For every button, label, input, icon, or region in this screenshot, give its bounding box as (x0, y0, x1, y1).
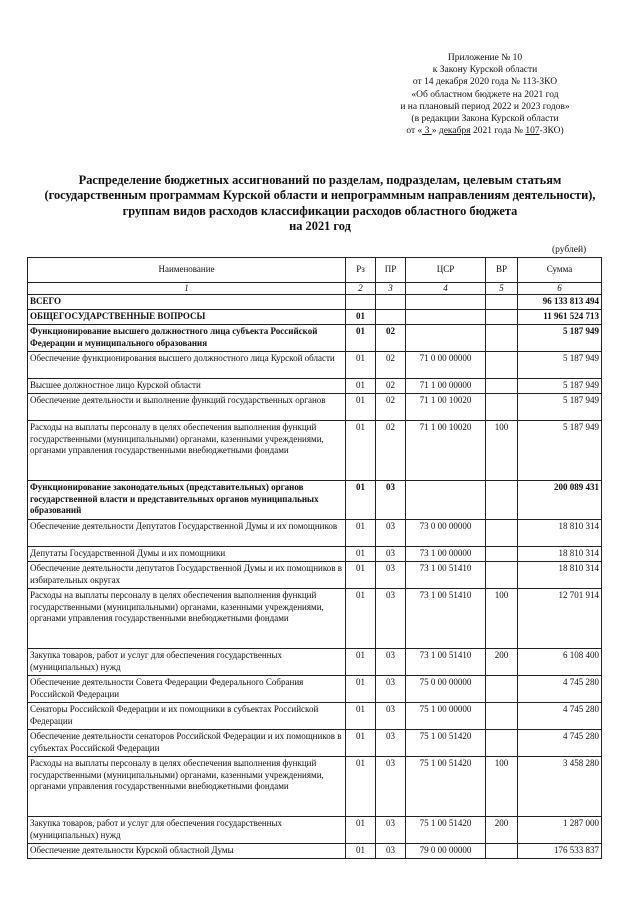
cell-pr: 03 (376, 844, 406, 859)
table-row (28, 649, 602, 676)
cell-pr: 03 (376, 589, 406, 649)
header-sum: Сумма (518, 258, 602, 283)
units-label: (рублей) (552, 245, 587, 255)
document-title (20, 173, 620, 235)
cell-vr: 200 (486, 649, 518, 676)
cell-rz: 01 (346, 589, 376, 649)
cell-sum: 4 745 280 (518, 730, 602, 757)
cell-pr: 03 (376, 649, 406, 676)
table-row (28, 421, 602, 481)
cell-rz: 01 (346, 520, 376, 547)
cell-rz: 01 (346, 310, 376, 325)
cell-name: Обеспечение функционирования высшего должностного лица Курской области (28, 352, 346, 379)
cell-rz: 01 (346, 379, 376, 394)
cell-pr: 03 (376, 676, 406, 703)
header-vr: ВР (486, 258, 518, 283)
cell-vr: 100 (486, 757, 518, 817)
title-line: (государственным программам Курской области и непрограммным направлениям деятельности), (44, 188, 596, 203)
cell-pr: 02 (376, 325, 406, 352)
cell-csr: 71 1 00 10020 (406, 394, 486, 421)
cell-csr: 75 0 00 00000 (406, 676, 486, 703)
cell-vr (486, 562, 518, 589)
cell-name: Высшее должностное лицо Курской области (28, 379, 346, 394)
cell-name: Функционирование высшего должностного лица субъекта Российской Федерации и муниципального образования (28, 325, 346, 352)
cell-rz: 01 (346, 421, 376, 481)
table-row (28, 310, 602, 325)
cell-rz: 01 (346, 325, 376, 352)
appendix-line: «Об областном бюджете на 2021 год (411, 89, 559, 100)
cell-csr (406, 325, 486, 352)
cell-name: Расходы на выплаты персоналу в целях обеспечения выполнения функций государственными (муниципальными) органами, казенными учреждениями, органами управления государственными внебюджетными фондами (28, 757, 346, 817)
cell-vr (486, 481, 518, 520)
cell-pr: 02 (376, 352, 406, 379)
table-row (28, 379, 602, 394)
cell-pr: 03 (376, 481, 406, 520)
cell-name: Закупка товаров, работ и услуг для обеспечения государственных (муниципальных) нужд (28, 649, 346, 676)
appendix-line: (в редакции Закона Курской области (411, 114, 559, 125)
index-name: 1 (28, 283, 346, 295)
cell-sum: 176 533 837 (518, 844, 602, 859)
cell-rz: 01 (346, 844, 376, 859)
cell-sum: 6 108 400 (518, 649, 602, 676)
cell-pr: 03 (376, 757, 406, 817)
cell-rz: 01 (346, 481, 376, 520)
cell-sum: 5 187 949 (518, 394, 602, 421)
cell-vr: 200 (486, 817, 518, 844)
cell-sum: 4 745 280 (518, 703, 602, 730)
cell-csr: 75 1 00 00000 (406, 703, 486, 730)
index-rz: 2 (346, 283, 376, 295)
cell-csr: 73 0 00 00000 (406, 520, 486, 547)
cell-rz: 01 (346, 730, 376, 757)
cell-csr: 71 0 00 00000 (406, 352, 486, 379)
cell-vr (486, 379, 518, 394)
cell-sum: 3 458 280 (518, 757, 602, 817)
cell-rz: 01 (346, 649, 376, 676)
appendix-line: и на плановый период 2022 и 2023 годов» (400, 101, 570, 112)
table-row (28, 589, 602, 649)
cell-name: Обеспечение деятельности Депутатов Государственной Думы и их помощников (28, 520, 346, 547)
cell-sum: 18 810 314 (518, 520, 602, 547)
cell-name: Расходы на выплаты персоналу в целях обеспечения выполнения функций государственными (муниципальными) органами, казенными учреждениями, органами управления государственными внебюджетными фондами (28, 589, 346, 649)
cell-vr (486, 352, 518, 379)
cell-pr: 03 (376, 730, 406, 757)
table-header-row (28, 258, 602, 283)
table-row (28, 352, 602, 379)
cell-pr: 03 (376, 547, 406, 562)
cell-csr: 73 1 00 51410 (406, 649, 486, 676)
cell-vr (486, 844, 518, 859)
cell-pr: 03 (376, 520, 406, 547)
cell-csr: 71 1 00 00000 (406, 379, 486, 394)
cell-vr (486, 676, 518, 703)
cell-rz: 01 (346, 817, 376, 844)
index-pr: 3 (376, 283, 406, 295)
appendix-line: к Закону Курской области (432, 65, 538, 76)
cell-name: Обеспечение деятельности и выполнение функций государственных органов (28, 394, 346, 421)
appendix-date-line (360, 125, 610, 137)
cell-name: Обеспечение деятельности сенаторов Российской Федерации и их помощников в субъектах Российской Федерации (28, 730, 346, 757)
table-row (28, 703, 602, 730)
header-name: Наименование (28, 258, 346, 283)
cell-rz: 01 (346, 757, 376, 817)
cell-sum: 11 961 524 713 (518, 310, 602, 325)
cell-vr (486, 394, 518, 421)
cell-pr (376, 295, 406, 310)
table-row (28, 844, 602, 859)
cell-name: Обеспечение деятельности депутатов Государственной Думы и их помощников в избирательных округах (28, 562, 346, 589)
cell-sum: 1 287 000 (518, 817, 602, 844)
cell-pr: 03 (376, 817, 406, 844)
cell-csr: 73 1 00 00000 (406, 547, 486, 562)
date-prefix: от « (406, 126, 423, 137)
appendix-header (360, 52, 610, 137)
table-row (28, 547, 602, 562)
cell-vr (486, 295, 518, 310)
table-row (28, 325, 602, 352)
cell-name: Обеспечение деятельности Совета Федерации Федерального Собрания Российской Федерации (28, 676, 346, 703)
cell-sum: 5 187 949 (518, 325, 602, 352)
cell-name: Обеспечение деятельности Курской областной Думы (28, 844, 346, 859)
table-row (28, 520, 602, 547)
cell-sum: 96 133 813 494 (518, 295, 602, 310)
table-row (28, 676, 602, 703)
cell-sum: 18 810 314 (518, 562, 602, 589)
cell-name: ВСЕГО (28, 295, 346, 310)
table-index-row (28, 283, 602, 295)
cell-pr: 02 (376, 421, 406, 481)
table-row (28, 757, 602, 817)
cell-csr: 75 1 00 51420 (406, 730, 486, 757)
cell-csr: 75 1 00 51420 (406, 757, 486, 817)
table-row (28, 817, 602, 844)
cell-rz: 01 (346, 547, 376, 562)
cell-csr (406, 310, 486, 325)
cell-name: Депутаты Государственной Думы и их помощники (28, 547, 346, 562)
cell-pr: 03 (376, 562, 406, 589)
cell-csr: 79 0 00 00000 (406, 844, 486, 859)
cell-sum: 18 810 314 (518, 547, 602, 562)
table-row (28, 481, 602, 520)
cell-sum: 5 187 949 (518, 379, 602, 394)
cell-csr (406, 295, 486, 310)
cell-rz: 01 (346, 352, 376, 379)
header-rz: Рз (346, 258, 376, 283)
table-row (28, 295, 602, 310)
header-pr: ПР (376, 258, 406, 283)
table-row (28, 562, 602, 589)
cell-sum: 200 089 431 (518, 481, 602, 520)
cell-csr: 73 1 00 51410 (406, 562, 486, 589)
cell-vr (486, 703, 518, 730)
cell-pr: 03 (376, 703, 406, 730)
cell-name: Функционирование законодательных (представительных) органов государственной власти и представительных органов муниципальных образований (28, 481, 346, 520)
cell-rz: 01 (346, 703, 376, 730)
date-year: 2021 года № (470, 126, 526, 137)
cell-csr: 71 1 00 10020 (406, 421, 486, 481)
cell-csr (406, 481, 486, 520)
cell-vr (486, 310, 518, 325)
cell-rz (346, 295, 376, 310)
cell-name: Сенаторы Российской Федерации и их помощники в субъектах Российской Федерации (28, 703, 346, 730)
table-row (28, 730, 602, 757)
law-number: 107 (525, 126, 540, 137)
appendix-line: от 14 декабря 2020 года № 113-ЗКО (412, 77, 558, 88)
cell-sum: 12 701 914 (518, 589, 602, 649)
cell-csr: 73 1 00 51410 (406, 589, 486, 649)
cell-vr (486, 730, 518, 757)
cell-sum: 5 187 949 (518, 352, 602, 379)
law-suffix: -ЗКО) (539, 126, 564, 137)
appendix-line: Приложение № 10 (447, 53, 523, 63)
title-line: группам видов расходов классификации расходов областного бюджета (122, 203, 518, 218)
table-row (28, 394, 602, 421)
index-sum: 6 (518, 283, 602, 295)
date-sep: » (431, 126, 439, 137)
cell-sum: 4 745 280 (518, 676, 602, 703)
budget-table (27, 257, 602, 859)
cell-rz: 01 (346, 562, 376, 589)
cell-pr: 02 (376, 379, 406, 394)
title-line: на 2021 год (289, 219, 351, 234)
date-month: декабря (438, 126, 471, 137)
cell-vr: 100 (486, 421, 518, 481)
cell-rz: 01 (346, 394, 376, 421)
cell-vr: 100 (486, 589, 518, 649)
title-line: Распределение бюджетных ассигнований по разделам, подразделам, целевым статьям (78, 173, 562, 187)
cell-pr (376, 310, 406, 325)
cell-name: Расходы на выплаты персоналу в целях обеспечения выполнения функций государственными (муниципальными) органами, казенными учреждениями, органами управления государственными внебюджетными фондами (28, 421, 346, 481)
cell-vr (486, 325, 518, 352)
cell-vr (486, 547, 518, 562)
header-csr: ЦСР (406, 258, 486, 283)
cell-pr: 02 (376, 394, 406, 421)
cell-rz: 01 (346, 676, 376, 703)
index-csr: 4 (406, 283, 486, 295)
cell-vr (486, 520, 518, 547)
date-day: 3 (422, 126, 432, 137)
cell-sum: 5 187 949 (518, 421, 602, 481)
cell-csr: 75 1 00 51420 (406, 817, 486, 844)
cell-name: Закупка товаров, работ и услуг для обеспечения государственных (муниципальных) нужд (28, 817, 346, 844)
cell-name: ОБЩЕГОСУДАРСТВЕННЫЕ ВОПРОСЫ (28, 310, 346, 325)
index-vr: 5 (486, 283, 518, 295)
